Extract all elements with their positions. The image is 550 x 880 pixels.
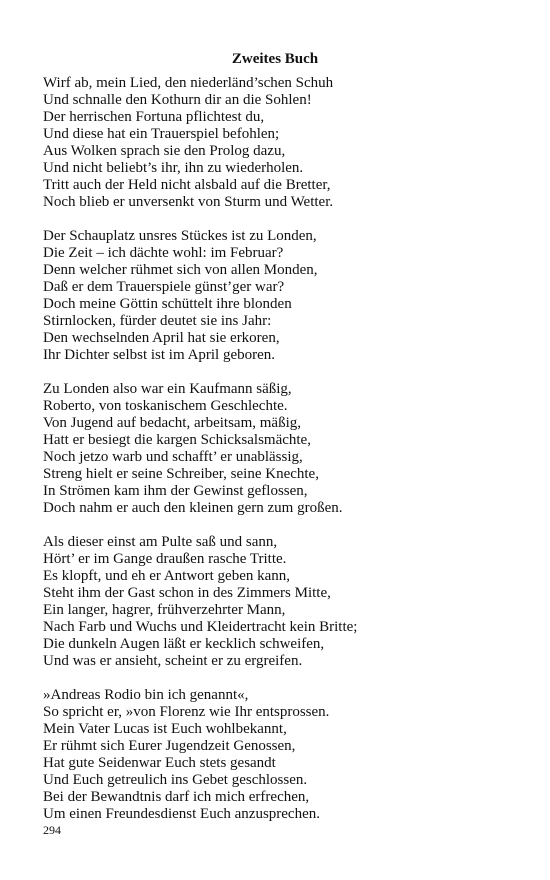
verse-line: Der Schauplatz unsres Stückes ist zu Londen,	[43, 228, 317, 244]
stanza-4	[43, 534, 523, 670]
verse-line: Hört’ er im Gange draußen rasche Tritte.	[43, 551, 287, 567]
verse-line: »Andreas Rodio bin ich genannt«,	[43, 687, 249, 703]
verse-line: Er rühmt sich Eurer Jugendzeit Genossen,	[43, 738, 296, 754]
stanza-1	[43, 75, 523, 211]
verse-line: So spricht er, »von Florenz wie Ihr entsprossen.	[43, 704, 330, 720]
verse-line: Die Zeit – ich dächte wohl: im Februar?	[43, 245, 284, 261]
verse-line: Hat gute Seidenwar Euch stets gesandt	[43, 755, 276, 771]
verse-line: Stirnlocken, fürder deutet sie ins Jahr:	[43, 313, 272, 329]
verse-line: Streng hielt er seine Schreiber, seine Knechte,	[43, 466, 319, 482]
verse-line: Roberto, von toskanischem Geschlechte.	[43, 398, 288, 414]
verse-line: Steht ihm der Gast schon in des Zimmers Mitte,	[43, 585, 331, 601]
verse-line: Doch nahm er auch den kleinen gern zum großen.	[43, 500, 343, 516]
verse-line: Doch meine Göttin schüttelt ihre blonden	[43, 296, 292, 312]
verse-line: Die dunkeln Augen läßt er kecklich schweifen,	[43, 636, 325, 652]
verse-line: Und Euch getreulich ins Gebet geschlossen.	[43, 772, 308, 788]
verse-line: Der herrischen Fortuna pflichtest du,	[43, 109, 265, 125]
stanza-5	[43, 687, 523, 823]
verse-line: Und diese hat ein Trauerspiel befohlen;	[43, 126, 280, 142]
chapter-heading: Zweites Buch	[231, 51, 319, 67]
verse-line: Denn welcher rühmet sich von allen Monden,	[43, 262, 318, 278]
poem-body	[43, 75, 523, 840]
verse-line: Aus Wolken sprach sie den Prolog dazu,	[43, 143, 286, 159]
stanza-3	[43, 381, 523, 517]
verse-line: Zu Londen also war ein Kaufmann säßig,	[43, 381, 292, 397]
verse-line: In Strömen kam ihm der Gewinst geflossen,	[43, 483, 308, 499]
verse-line: Noch jetzo warb und schafft’ er unablässig,	[43, 449, 303, 465]
verse-line: Und was er ansieht, scheint er zu ergreifen.	[43, 653, 303, 669]
verse-line: Um einen Freundesdienst Euch anzusprechen.	[43, 806, 320, 822]
verse-line: Wirf ab, mein Lied, den niederländ’schen Schuh	[43, 75, 334, 91]
verse-line: Und schnalle den Kothurn dir an die Sohlen!	[43, 92, 312, 108]
verse-line: Nach Farb und Wuchs und Kleidertracht kein Britte;	[43, 619, 358, 635]
verse-line: Daß er dem Trauerspiele günst’ger war?	[43, 279, 285, 295]
page-number: 294	[43, 823, 61, 837]
verse-line: Mein Vater Lucas ist Euch wohlbekannt,	[43, 721, 287, 737]
verse-line: Es klopft, und eh er Antwort geben kann,	[43, 568, 291, 584]
verse-line: Hatt er besiegt die kargen Schicksalsmächte,	[43, 432, 311, 448]
verse-line: Bei der Bewandtnis darf ich mich erfrechen,	[43, 789, 310, 805]
verse-line: Von Jugend auf bedacht, arbeitsam, mäßig,	[43, 415, 301, 431]
verse-line: Den wechselnden April hat sie erkoren,	[43, 330, 280, 346]
verse-line: Und nicht beliebt’s ihr, ihn zu wiederholen.	[43, 160, 304, 176]
verse-line: Ihr Dichter selbst ist im April geboren.	[43, 347, 276, 363]
verse-line: Ein langer, hagrer, frühverzehrter Mann,	[43, 602, 286, 618]
verse-line: Als dieser einst am Pulte saß und sann,	[43, 534, 278, 550]
stanza-2	[43, 228, 523, 364]
verse-line: Noch blieb er unversenkt von Sturm und Wetter.	[43, 194, 334, 210]
verse-line: Tritt auch der Held nicht alsbald auf die Bretter,	[43, 177, 331, 193]
